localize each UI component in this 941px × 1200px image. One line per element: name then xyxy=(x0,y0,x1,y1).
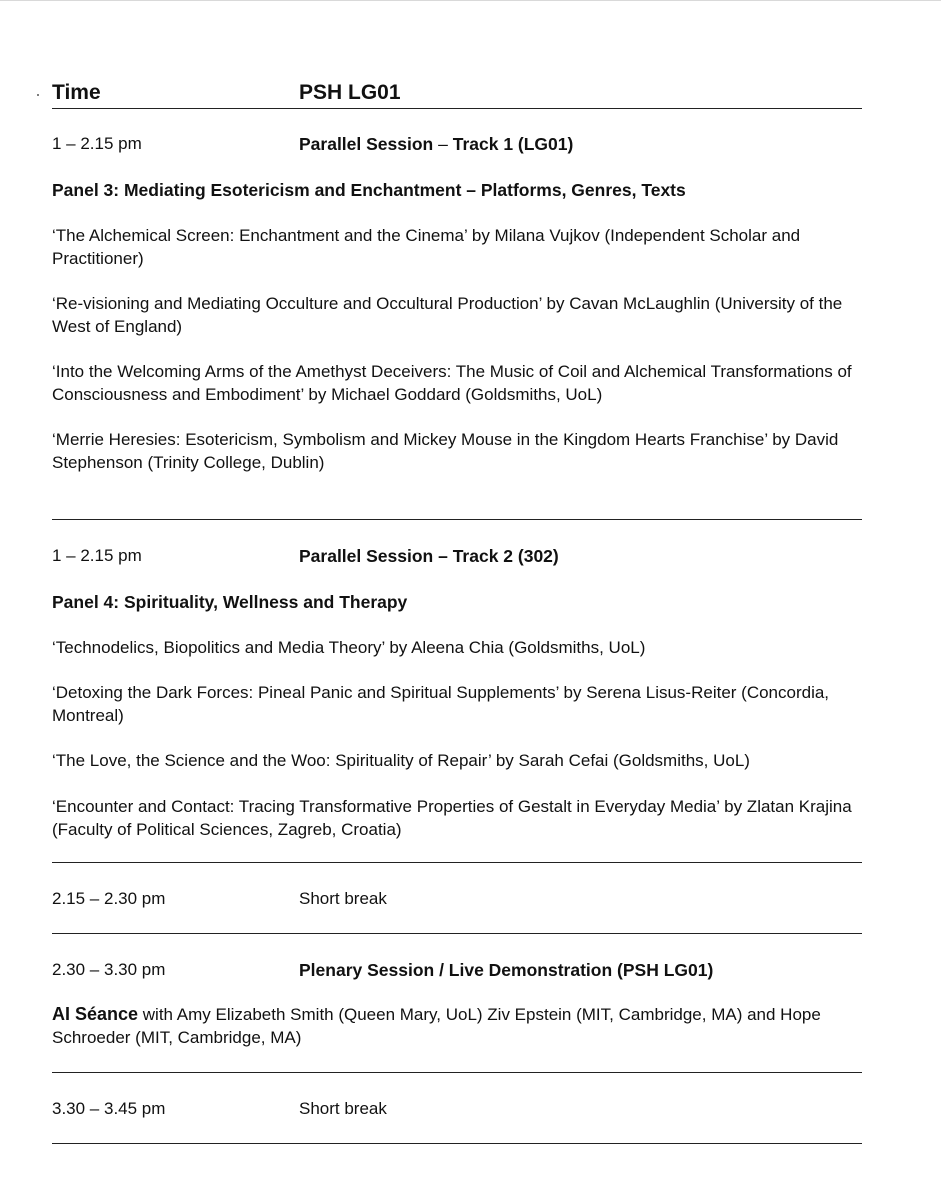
break2-label: Short break xyxy=(299,1099,387,1118)
rule-after-break2 xyxy=(52,1143,862,1144)
block2-time: 1 – 2.15 pm xyxy=(52,546,142,565)
block2-paper-3: ‘The Love, the Science and the Woo: Spirituality of Repair’ by Sarah Cefai (Goldsmiths, UoL) xyxy=(52,751,750,770)
block2-session: Parallel Session – Track 2 (302) xyxy=(299,546,559,566)
rule-after-break1 xyxy=(52,933,862,934)
block2-paper-4: ‘Encounter and Contact: Tracing Transformative Properties of Gestalt in Everyday Media’ by Zlatan Krajina (Faculty of Political Sciences, Zagreb, Croatia) xyxy=(52,797,852,839)
plenary-time: 2.30 – 3.30 pm xyxy=(52,960,166,979)
block1-paper-2: ‘Re-visioning and Mediating Occulture and Occultural Production’ by Cavan McLaughlin (University of the West of England) xyxy=(52,294,843,336)
block1-paper-3: ‘Into the Welcoming Arms of the Amethyst Deceivers: The Music of Coil and Alchemical Transformations of Consciousness and Embodiment’ by Michael Goddard (Goldsmiths, UoL) xyxy=(52,362,852,404)
plenary-title: AI Séance xyxy=(52,1004,139,1024)
block1-paper-4: ‘Merrie Heresies: Esotericism, Symbolism and Mickey Mouse in the Kingdom Hearts Franchise’ by David Stephenson (Trinity College, Dublin) xyxy=(52,430,839,472)
header-rule xyxy=(52,108,862,109)
block1-session-part1: Parallel Session xyxy=(299,134,434,154)
block2-paper-2: ‘Detoxing the Dark Forces: Pineal Panic and Spiritual Supplements’ by Serena Lisus-Reiter (Concordia, Montreal) xyxy=(52,683,830,725)
block1-session xyxy=(299,133,573,155)
block1-time: 1 – 2.15 pm xyxy=(52,134,142,153)
plenary-description xyxy=(52,1003,852,1049)
plenary-session: Plenary Session / Live Demonstration (PSH LG01) xyxy=(299,960,714,980)
block1-paper-1: ‘The Alchemical Screen: Enchantment and the Cinema’ by Milana Vujkov (Independent Scholar and Practitioner) xyxy=(52,226,801,268)
rule-after-plenary xyxy=(52,1072,862,1073)
block1-session-sep: – xyxy=(433,134,453,154)
margin-dot xyxy=(37,94,39,96)
header-time: Time xyxy=(52,81,101,104)
plenary-details: with Amy Elizabeth Smith (Queen Mary, UoL) Ziv Epstein (MIT, Cambridge, MA) and Hope Schroeder (MIT, Cambridge, MA) xyxy=(52,1005,821,1047)
rule-after-block1 xyxy=(52,519,862,520)
block2-panel-title: Panel 4: Spirituality, Wellness and Therapy xyxy=(52,592,408,612)
break1-label: Short break xyxy=(299,889,387,908)
block1-panel-title: Panel 3: Mediating Esotericism and Enchantment – Platforms, Genres, Texts xyxy=(52,180,686,200)
block1-session-part2: Track 1 (LG01) xyxy=(452,134,574,154)
break1-time: 2.15 – 2.30 pm xyxy=(52,889,166,908)
header-room: PSH LG01 xyxy=(299,81,401,104)
block2-paper-1: ‘Technodelics, Biopolitics and Media Theory’ by Aleena Chia (Goldsmiths, UoL) xyxy=(52,638,646,657)
break2-time: 3.30 – 3.45 pm xyxy=(52,1099,166,1118)
top-border xyxy=(0,0,941,1)
rule-after-block2 xyxy=(52,862,862,863)
